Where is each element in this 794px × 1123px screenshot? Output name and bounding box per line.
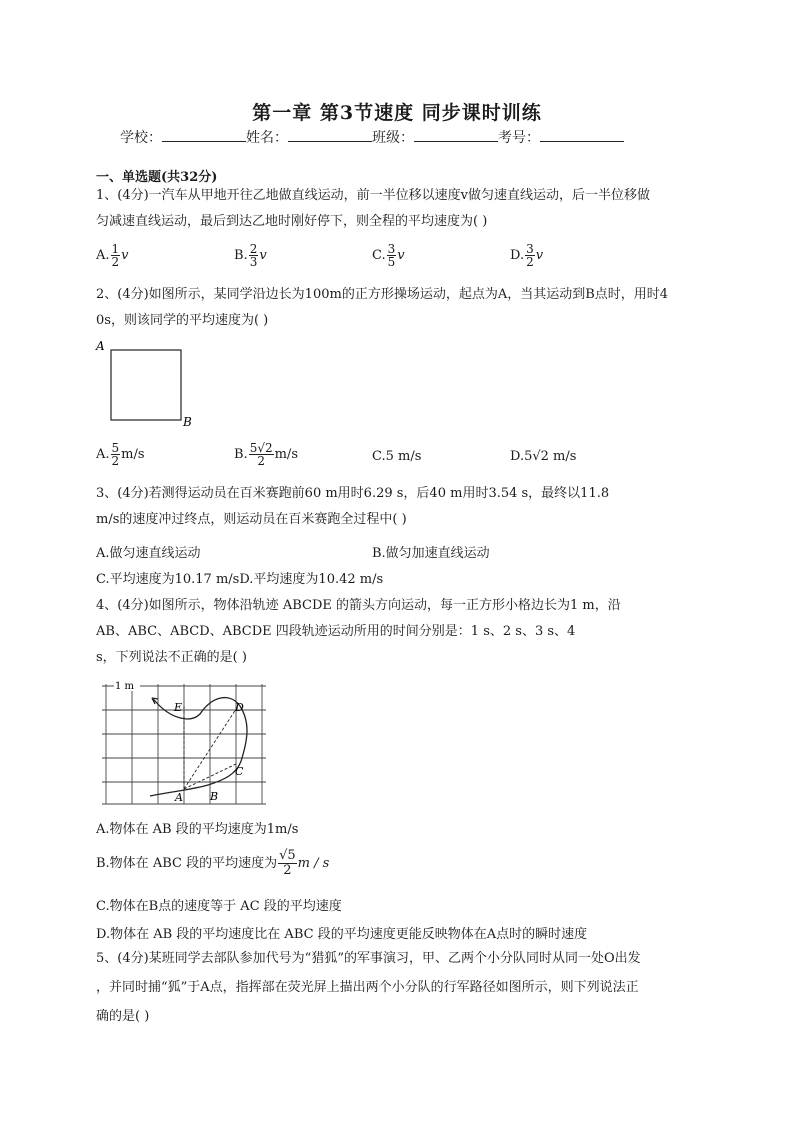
trajectory-path — [150, 698, 247, 796]
class-field[interactable] — [414, 127, 498, 142]
q2-line-2: 0s，则该同学的平均速度为( ) — [96, 313, 269, 328]
exam-no-field[interactable] — [540, 127, 624, 142]
point-b-label: B — [183, 415, 192, 429]
q2-line-1: 2、(4分)如图所示，某同学沿边长为100m的正方形操场运动，起点为A，当其运动到B点时，用时4 — [96, 287, 669, 302]
scale-label: 1 m — [115, 681, 135, 692]
school-field[interactable] — [162, 127, 246, 142]
q2-option-c[interactable]: C.5 m/s — [372, 449, 422, 464]
question-4 — [96, 593, 706, 671]
q4-line-3: s，下列说法不正确的是( ) — [96, 650, 247, 665]
q3-line-1: 3、(4分)若测得运动员在百米赛跑前60 m用时6.29 s，后40 m用时3.54 s，最终以11.8 — [96, 486, 610, 501]
q5-line-2: ，并同时捕“狐”于A点，指挥部在荧光屏上描出两个小分队的行军路径如图所示，则下列说法正 — [96, 980, 639, 995]
q5-line-1: 5、(4分)某班同学去部队参加代号为“猎狐”的军事演习，甲、乙两个小分队同时从同一处O出发 — [96, 951, 641, 966]
q3-option-a[interactable]: A.做匀速直线运动 — [96, 546, 201, 561]
q2-option-b[interactable]: B. $\frac{5√2}{2}$ m/s — [234, 441, 298, 468]
q3-line-2: m/s的速度冲过终点，则运动员在百米赛跑全过程中( ) — [96, 512, 407, 527]
class-label: 班级： — [372, 130, 414, 146]
school-label: 学校： — [120, 130, 162, 146]
question-3 — [96, 481, 706, 533]
page-title: 第一章 第3节速度 同步课时训练 — [252, 102, 542, 124]
student-info-line — [120, 127, 624, 147]
q1-option-c[interactable]: C. $\frac{3}{5}$ v — [372, 242, 405, 269]
point-a: A — [175, 791, 183, 804]
q4-option-a[interactable]: A.物体在 AB 段的平均速度为1m/s — [96, 822, 299, 837]
point-d: D — [235, 701, 244, 714]
point-b: B — [210, 790, 219, 803]
square-field — [111, 350, 181, 420]
q2-option-a[interactable]: A. $\frac{5}{2}$ m/s — [96, 441, 145, 468]
point-e: E — [174, 701, 183, 714]
q1-option-b[interactable]: B. $\frac{2}{3}$ v — [234, 242, 267, 269]
q3-option-b[interactable]: B.做匀加速直线运动 — [372, 546, 490, 561]
question-1 — [96, 183, 706, 235]
q4-option-b[interactable]: B.物体在 ABC 段的平均速度为 $\frac{√5}{2}$ m / s — [96, 848, 330, 878]
q4-grid-figure — [100, 676, 270, 808]
name-label: 姓名： — [246, 130, 288, 146]
q3-option-cd[interactable]: C.平均速度为10.17 m/sD.平均速度为10.42 m/s — [96, 572, 384, 587]
q2-option-d[interactable]: D.5√2 m/s — [510, 449, 577, 464]
q4-line-2: AB、ABC、ABCD、ABCDE 四段轨迹运动所用的时间分别是：1 s、2 s、3 s、4 — [96, 624, 576, 639]
q1-line-1: 1、(4分)一汽车从甲地开往乙地做直线运动，前一半位移以速度v做匀速直线运动，后一半位移做 — [96, 188, 651, 203]
q2-square-figure — [92, 336, 202, 432]
q5-line-3: 确的是( ) — [96, 1009, 150, 1024]
q4-line-1: 4、(4分)如图所示，物体沿轨迹 ABCDE 的箭头方向运动，每一正方形小格边长为1 m，沿 — [96, 598, 621, 613]
question-5 — [96, 944, 706, 1031]
name-field[interactable] — [288, 127, 372, 142]
point-c: C — [235, 765, 244, 778]
point-a-label: A — [96, 339, 105, 353]
q4-option-d[interactable]: D.物体在 AB 段的平均速度比在 ABC 段的平均速度更能反映物体在A点时的瞬时速度 — [96, 927, 588, 942]
q1-option-d[interactable]: D. $\frac{3}{2}$ v — [510, 242, 544, 269]
q4-option-c[interactable]: C.物体在B点的速度等于 AC 段的平均速度 — [96, 899, 342, 914]
q1-option-a[interactable]: A. $\frac{1}{2}$ v — [96, 242, 129, 269]
section-heading: 一、单选题(共32分) — [96, 170, 218, 185]
exam-no-label: 考号： — [498, 130, 540, 146]
q1-line-2: 匀减速直线运动，最后到达乙地时刚好停下，则全程的平均速度为( ) — [96, 214, 488, 229]
question-2 — [96, 282, 706, 334]
